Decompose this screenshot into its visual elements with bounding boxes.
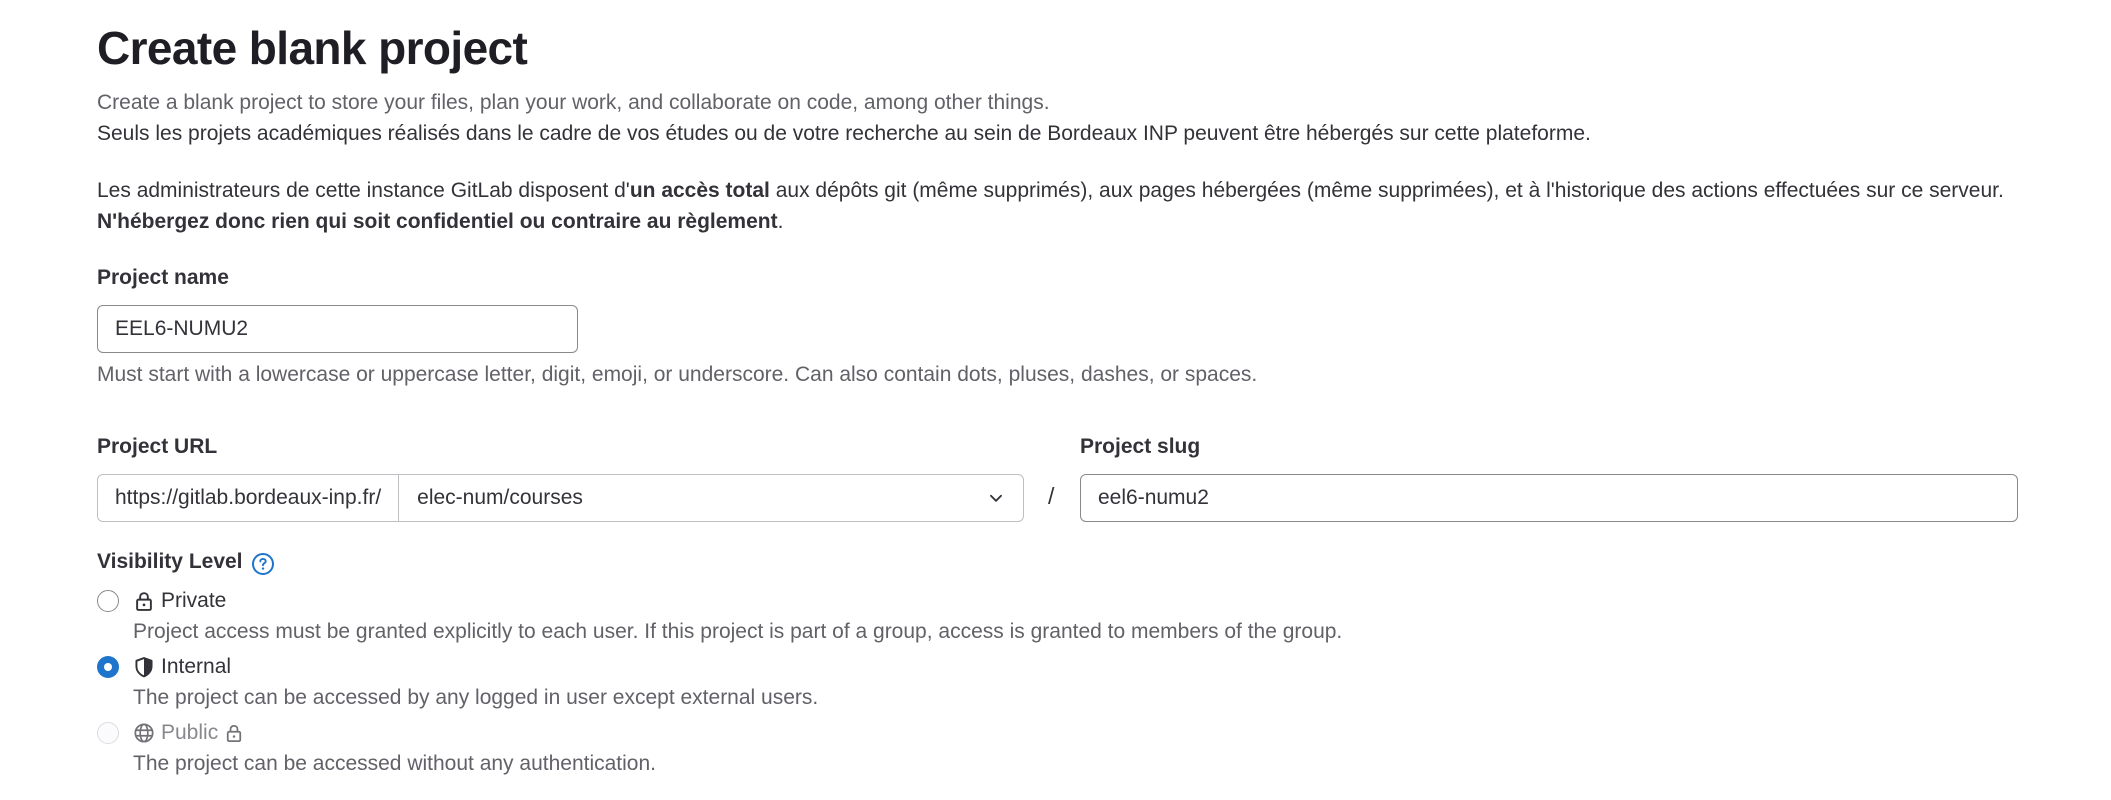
visibility-internal-radio[interactable]	[97, 656, 119, 678]
visibility-public-label: Public	[161, 721, 219, 744]
visibility-public-description: The project can be accessed without any authentication.	[133, 752, 656, 775]
lock-icon	[224, 723, 244, 743]
policy-notice: Seuls les projets académiques réalisés dans le cadre de vos études ou de votre recherche au sein de Bordeaux INP peuvent être hébergés sur cette plateforme.	[97, 122, 1591, 145]
project-slug-input[interactable]	[1080, 474, 2018, 522]
visibility-level-label: Visibility Level	[97, 550, 243, 573]
project-url-label: Project URL	[97, 435, 218, 458]
shield-icon	[133, 656, 155, 678]
question-circle-icon[interactable]	[251, 552, 275, 576]
visibility-public-radio[interactable]	[97, 722, 119, 744]
admin-warning	[97, 175, 2037, 237]
project-slug-value: eel6-numu2	[1098, 486, 1209, 509]
warning-bold-1: un accès total	[629, 179, 770, 202]
warning-text-1: Les administrateurs de cette instance GitLab disposent d'	[97, 179, 630, 202]
project-name-help: Must start with a lowercase or uppercase letter, digit, emoji, or underscore. Can also contain dots, pluses, dashes, or spaces.	[97, 363, 1258, 386]
project-name-value: EEL6-NUMU2	[115, 317, 249, 340]
namespace-value: elec-num/courses	[417, 486, 583, 509]
url-separator: /	[1048, 483, 1055, 509]
page-description: Create a blank project to store your files, plan your work, and collaborate on code, among other things.	[97, 91, 1050, 114]
namespace-dropdown[interactable]	[399, 475, 1023, 521]
url-prefix: https://gitlab.bordeaux-inp.fr/	[98, 475, 399, 521]
project-slug-label: Project slug	[1080, 435, 1201, 458]
warning-text-3: .	[777, 210, 784, 233]
chevron-down-icon	[987, 489, 1005, 507]
visibility-private-radio[interactable]	[97, 590, 119, 612]
lock-icon	[133, 590, 155, 612]
project-name-label: Project name	[97, 266, 229, 289]
visibility-internal-option[interactable]	[133, 653, 231, 681]
project-name-input[interactable]	[97, 305, 578, 353]
visibility-public-option[interactable]	[133, 719, 244, 747]
earth-icon	[133, 722, 155, 744]
visibility-private-description: Project access must be granted explicitly to each user. If this project is part of a group, access is granted to members of the group.	[133, 620, 1343, 643]
warning-text-2: aux dépôts git (même supprimés), aux pages hébergées (même supprimées), et à l'historique des actions effectuées sur ce serveur.	[769, 179, 2004, 202]
visibility-private-option[interactable]	[133, 587, 226, 615]
project-url-group	[97, 474, 1024, 522]
visibility-private-label: Private	[161, 589, 227, 612]
page-title: Create blank project	[97, 22, 528, 74]
warning-bold-2: N'hébergez donc rien qui soit confidentiel ou contraire au règlement	[97, 210, 778, 233]
visibility-internal-label: Internal	[161, 655, 232, 678]
visibility-internal-description: The project can be accessed by any logged in user except external users.	[133, 686, 819, 709]
